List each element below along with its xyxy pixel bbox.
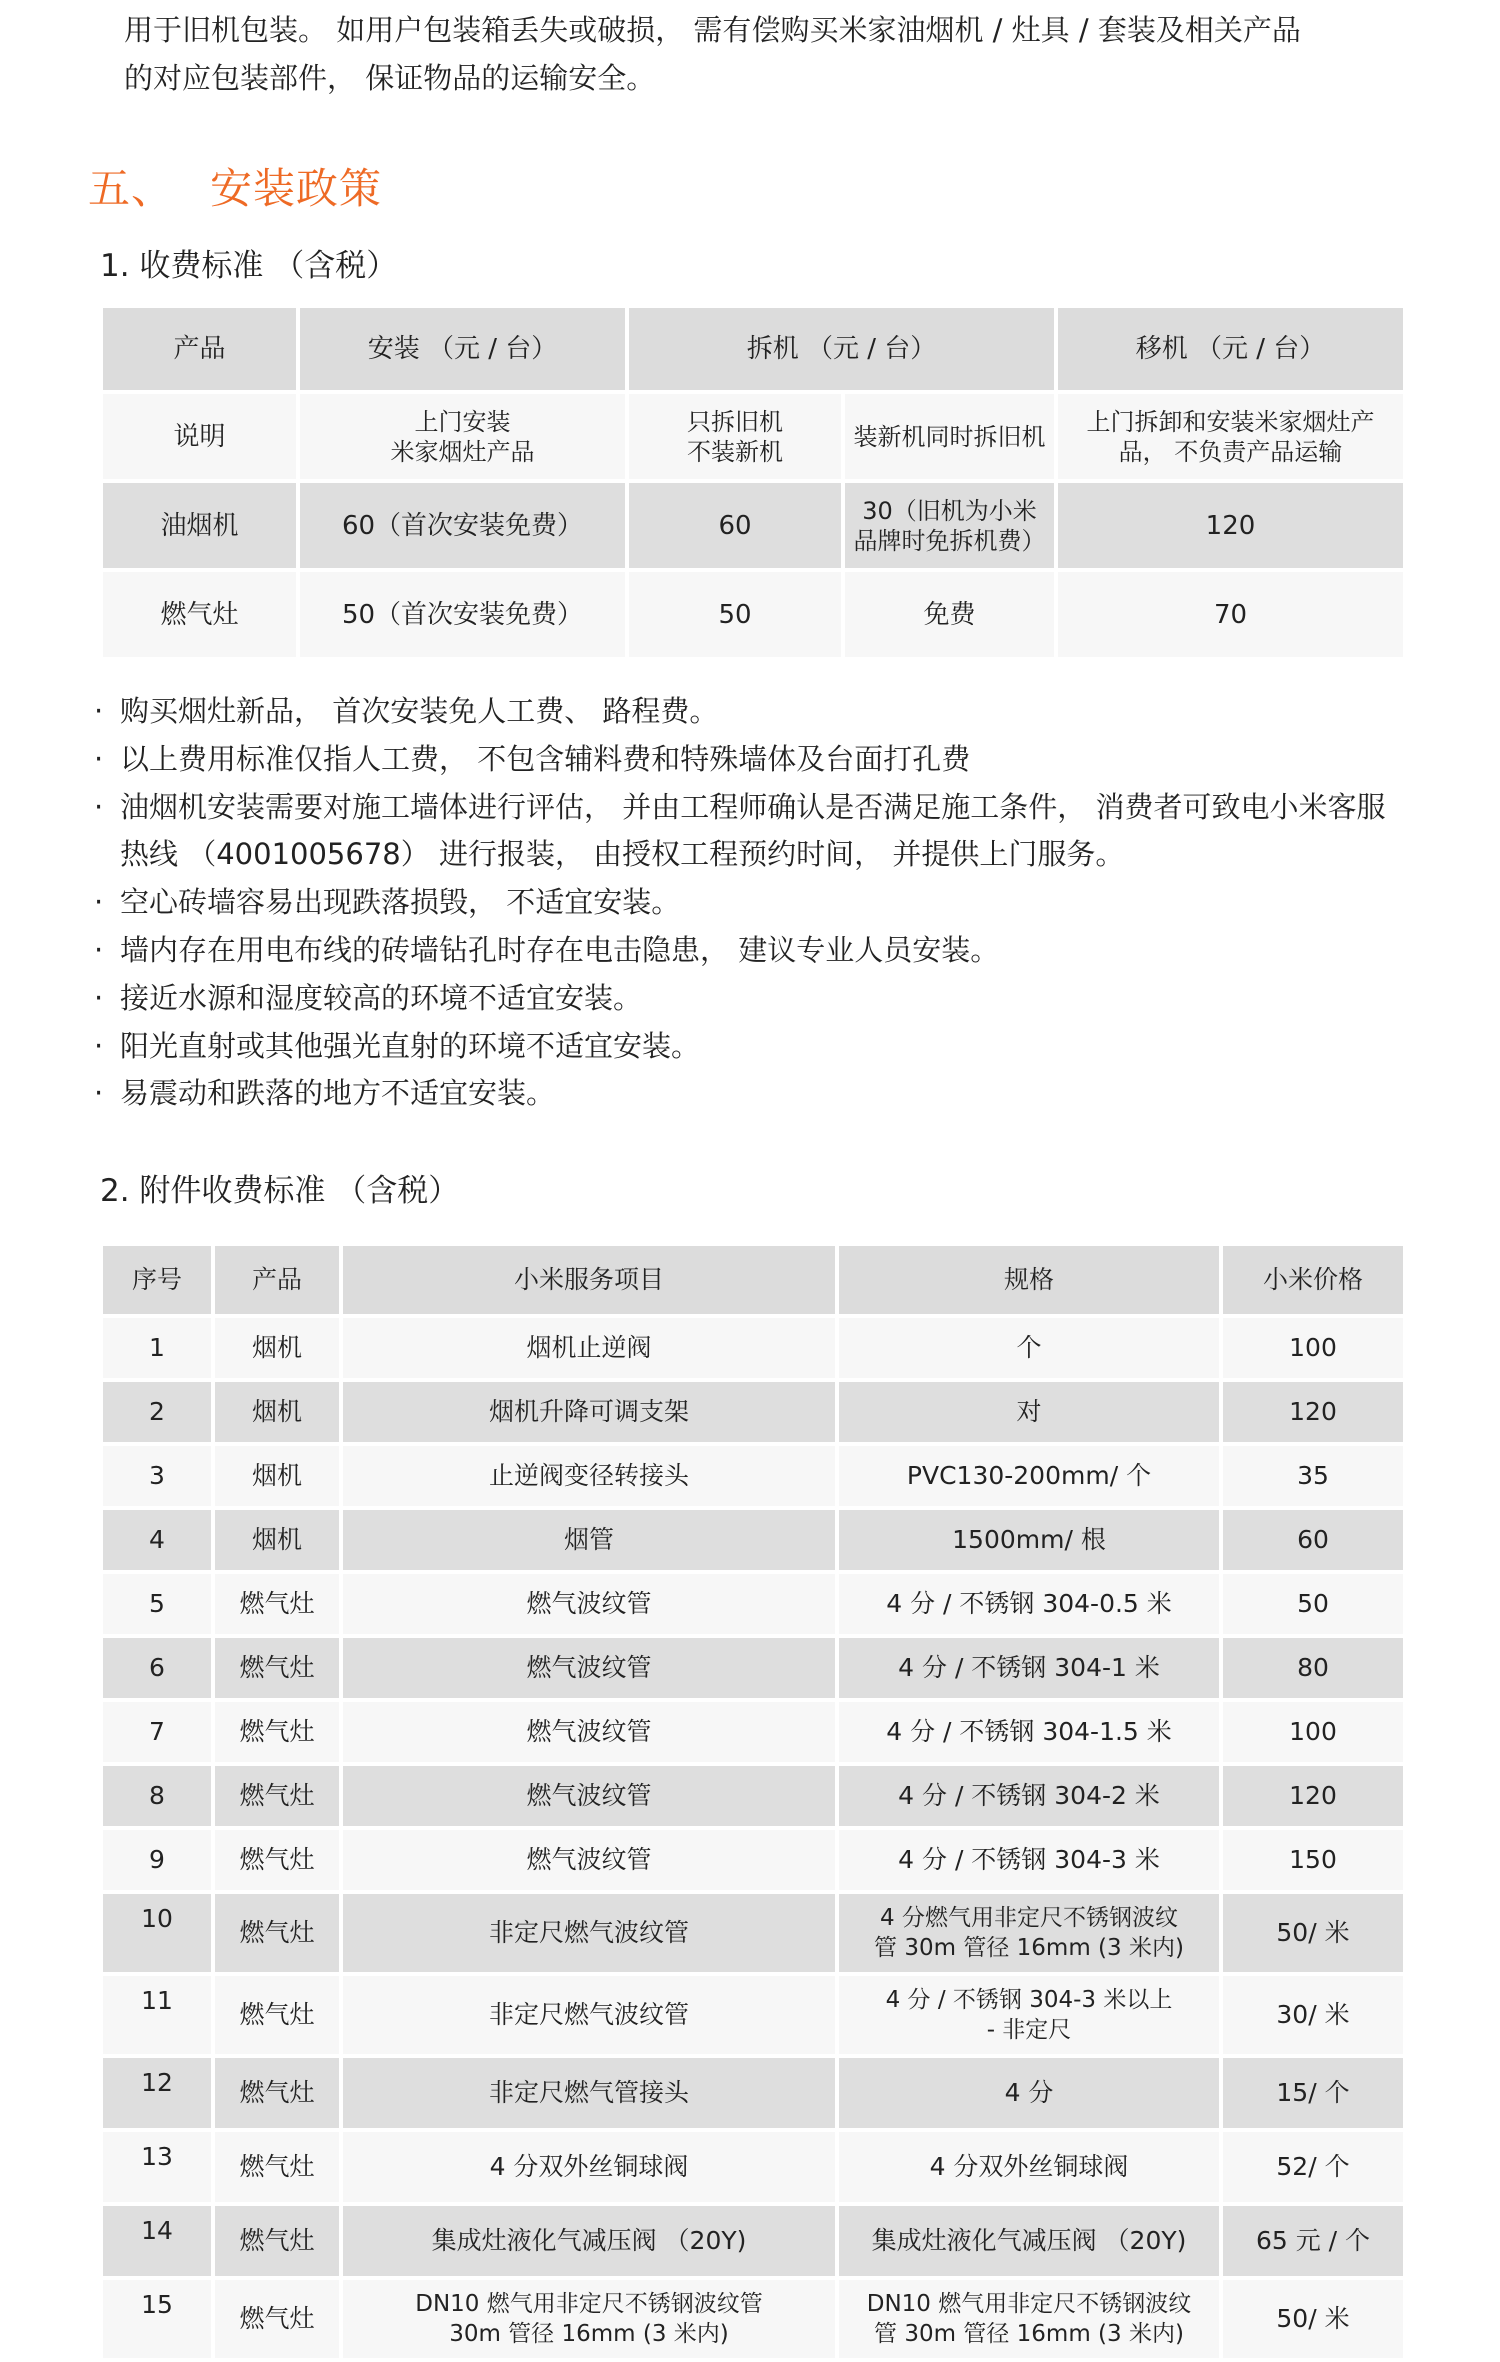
table-row [103, 2058, 1403, 2132]
accessory-fee-table [103, 1246, 1403, 2362]
table-row [103, 1830, 1403, 1894]
table-cell: 60 [629, 483, 845, 572]
table-row [103, 1894, 1403, 1976]
table-cell: 免费 [845, 572, 1058, 661]
table-row [103, 1638, 1403, 1702]
table-cell: 50/ 米 [1223, 1894, 1403, 1976]
table-cell: 烟机 [215, 1446, 343, 1510]
list-item: · 空心砖墙容易出现跌落损毁， 不适宜安装。 [94, 879, 1414, 927]
table-cell: 燃气灶 [215, 1638, 343, 1702]
table-cell: 60 [1223, 1510, 1403, 1574]
table-cell: 燃气灶 [215, 2280, 343, 2362]
header-cell: 拆机 （元 / 台） [629, 308, 1058, 394]
cell-line: 30（旧机为小米 [862, 496, 1037, 525]
table-cell: 烟机 [215, 1510, 343, 1574]
list-item-line: · 油烟机安装需要对施工墙体进行评估， 并由工程师确认是否满足施工条件， 消费者可致电小米客服 [120, 789, 1386, 824]
table-cell: 烟机止逆阀 [343, 1318, 839, 1382]
table-header-row [103, 1246, 1403, 1318]
table-cell: 燃气灶 [215, 2132, 343, 2206]
table-cell: 14 [103, 2206, 215, 2280]
install-fee-table [103, 308, 1403, 661]
table-cell: 4 分 / 不锈钢 304-1.5 米 [839, 1702, 1223, 1766]
table-cell: 4 分 / 不锈钢 304-0.5 米 [839, 1574, 1223, 1638]
table-cell: 4 分 / 不锈钢 304-2 米 [839, 1766, 1223, 1830]
table-cell: 燃气波纹管 [343, 1574, 839, 1638]
table-row [103, 2132, 1403, 2206]
cell-line: 米家烟灶产品 [390, 437, 535, 466]
table-cell: 烟机 [215, 1382, 343, 1446]
table-cell: 非定尺燃气波纹管 [343, 1894, 839, 1976]
table-cell: 燃气灶 [215, 1574, 343, 1638]
table-row [103, 1510, 1403, 1574]
cell-line: - 非定尺 [986, 2017, 1072, 2043]
table-cell [1058, 394, 1403, 483]
list-item: · 墙内存在用电布线的砖墙钻孔时存在电击隐患， 建议专业人员安装。 [94, 927, 1414, 975]
table-cell: 120 [1223, 1382, 1403, 1446]
table-cell: 5 [103, 1574, 215, 1638]
intro-line: 的对应包装部件， 保证物品的运输安全。 [124, 61, 656, 95]
table-cell: 7 [103, 1702, 215, 1766]
cell-line: 品牌时免拆机费） [853, 526, 1046, 555]
intro-paragraph [124, 6, 1384, 102]
section-title: 安装政策 [210, 164, 383, 213]
table-cell: 装新机同时拆旧机 [845, 394, 1058, 483]
table-cell: 烟管 [343, 1510, 839, 1574]
table-cell: 燃气波纹管 [343, 1638, 839, 1702]
table-cell: 燃气灶 [215, 1894, 343, 1976]
table-row [103, 2280, 1403, 2362]
table-cell: 52/ 个 [1223, 2132, 1403, 2206]
table-cell: 13 [103, 2132, 215, 2206]
table-row [103, 1446, 1403, 1510]
cell-line: 30m 管径 16mm (3 米内) [449, 2321, 729, 2347]
install-fee-title: 1. 收费标准 （含税） [100, 248, 398, 284]
table-row [103, 1318, 1403, 1382]
table-cell: 4 分 / 不锈钢 304-3 米 [839, 1830, 1223, 1894]
header-cell: 序号 [103, 1246, 215, 1318]
cell-line: 管 30m 管径 16mm (3 米内) [874, 1935, 1184, 1961]
table-row [103, 1766, 1403, 1830]
section-heading [88, 156, 382, 216]
install-notes-list [94, 688, 1414, 1118]
cell-line: 上门拆卸和安装米家烟灶产 [1086, 407, 1375, 436]
list-item [94, 784, 1414, 880]
table-cell: 燃气灶 [215, 2206, 343, 2280]
table-cell: 非定尺燃气波纹管 [343, 1976, 839, 2058]
header-cell: 规格 [839, 1246, 1223, 1318]
table-row [103, 394, 1403, 483]
table-cell: 10 [103, 1894, 215, 1976]
table-cell: 60（首次安装免费） [300, 483, 629, 572]
intro-line: 用于旧机包装。 如用户包装箱丢失或破损， 需有偿购买米家油烟机 / 灶具 / 套装及相关产品 [124, 13, 1301, 47]
table-cell [300, 394, 629, 483]
table-cell: 油烟机 [103, 483, 300, 572]
table-cell: 120 [1223, 1766, 1403, 1830]
table-cell: 8 [103, 1766, 215, 1830]
table-cell: 3 [103, 1446, 215, 1510]
table-cell: 50/ 米 [1223, 2280, 1403, 2362]
section-number: 五、 [88, 164, 175, 213]
table-cell: 35 [1223, 1446, 1403, 1510]
table-cell: 65 元 / 个 [1223, 2206, 1403, 2280]
table-row [103, 1382, 1403, 1446]
table-cell: 止逆阀变径转接头 [343, 1446, 839, 1510]
table-cell: 集成灶液化气减压阀 （20Y) [839, 2206, 1223, 2280]
table-cell: 说明 [103, 394, 300, 483]
table-cell: 12 [103, 2058, 215, 2132]
list-item-line: 热线 （4001005678） 进行报装， 由授权工程预约时间， 并提供上门服务。 [120, 837, 1125, 872]
header-cell: 产品 [103, 308, 300, 394]
table-cell: 燃气波纹管 [343, 1830, 839, 1894]
table-cell: 150 [1223, 1830, 1403, 1894]
table-cell: 4 分 [839, 2058, 1223, 2132]
table-cell: 6 [103, 1638, 215, 1702]
table-cell: 燃气灶 [215, 1830, 343, 1894]
table-cell: 4 分双外丝铜球阀 [839, 2132, 1223, 2206]
table-header-row [103, 308, 1403, 394]
table-cell: 4 分双外丝铜球阀 [343, 2132, 839, 2206]
table-cell: 4 [103, 1510, 215, 1574]
table-cell: 燃气波纹管 [343, 1766, 839, 1830]
table-cell: 2 [103, 1382, 215, 1446]
header-cell: 小米服务项目 [343, 1246, 839, 1318]
table-cell: 100 [1223, 1702, 1403, 1766]
cell-line: 不装新机 [687, 437, 783, 466]
table-row [103, 1702, 1403, 1766]
table-row [103, 572, 1403, 661]
table-cell: 燃气灶 [215, 2058, 343, 2132]
table-row [103, 483, 1403, 572]
list-item: · 购买烟灶新品， 首次安装免人工费、 路程费。 [94, 688, 1414, 736]
table-cell: 70 [1058, 572, 1403, 661]
cell-line: 管 30m 管径 16mm (3 米内) [874, 2321, 1184, 2347]
table-cell: PVC130-200mm/ 个 [839, 1446, 1223, 1510]
cell-line: 上门安装 [414, 407, 511, 436]
table-cell: 个 [839, 1318, 1223, 1382]
table-cell: 烟机 [215, 1318, 343, 1382]
cell-line: DN10 燃气用非定尺不锈钢波纹管 [415, 2291, 763, 2317]
table-row [103, 1574, 1403, 1638]
table-cell: 燃气灶 [215, 1976, 343, 2058]
table-cell: 80 [1223, 1638, 1403, 1702]
table-row [103, 2206, 1403, 2280]
header-cell: 安装 （元 / 台） [300, 308, 629, 394]
cell-line: DN10 燃气用非定尺不锈钢波纹 [866, 2291, 1192, 2317]
table-cell: 燃气灶 [215, 1766, 343, 1830]
table-cell [839, 2280, 1223, 2362]
table-cell: 燃气灶 [215, 1702, 343, 1766]
table-cell [839, 1894, 1223, 1976]
table-cell: 100 [1223, 1318, 1403, 1382]
table-cell: 9 [103, 1830, 215, 1894]
cell-line: 只拆旧机 [687, 407, 783, 436]
table-cell [845, 483, 1058, 572]
table-cell: 1500mm/ 根 [839, 1510, 1223, 1574]
list-item: · 阳光直射或其他强光直射的环境不适宜安装。 [94, 1023, 1414, 1071]
table-cell [629, 394, 845, 483]
table-cell: 30/ 米 [1223, 1976, 1403, 2058]
table-cell: 50 [629, 572, 845, 661]
cell-line: 4 分 / 不锈钢 304-3 米以上 [885, 1987, 1173, 2013]
list-item: · 接近水源和湿度较高的环境不适宜安装。 [94, 975, 1414, 1023]
cell-line: 4 分燃气用非定尺不锈钢波纹 [880, 1905, 1178, 1931]
header-cell: 产品 [215, 1246, 343, 1318]
table-cell: 15 [103, 2280, 215, 2362]
accessory-fee-title: 2. 附件收费标准 （含税） [100, 1173, 460, 1209]
table-cell [343, 2280, 839, 2362]
list-item: · 以上费用标准仅指人工费， 不包含辅料费和特殊墙体及台面打孔费 [94, 736, 1414, 784]
header-cell: 移机 （元 / 台） [1058, 308, 1403, 394]
table-cell: 11 [103, 1976, 215, 2058]
table-cell: 烟机升降可调支架 [343, 1382, 839, 1446]
table-cell: 15/ 个 [1223, 2058, 1403, 2132]
table-cell: 燃气波纹管 [343, 1702, 839, 1766]
table-cell: 50（首次安装免费） [300, 572, 629, 661]
header-cell: 小米价格 [1223, 1246, 1403, 1318]
table-cell: 对 [839, 1382, 1223, 1446]
table-cell [839, 1976, 1223, 2058]
cell-line: 品， 不负责产品运输 [1118, 437, 1343, 466]
table-row [103, 1976, 1403, 2058]
table-cell: 1 [103, 1318, 215, 1382]
table-cell: 120 [1058, 483, 1403, 572]
table-cell: 非定尺燃气管接头 [343, 2058, 839, 2132]
table-cell: 燃气灶 [103, 572, 300, 661]
table-cell: 集成灶液化气减压阀 （20Y) [343, 2206, 839, 2280]
table-cell: 50 [1223, 1574, 1403, 1638]
list-item: · 易震动和跌落的地方不适宜安装。 [94, 1070, 1414, 1118]
table-cell: 4 分 / 不锈钢 304-1 米 [839, 1638, 1223, 1702]
